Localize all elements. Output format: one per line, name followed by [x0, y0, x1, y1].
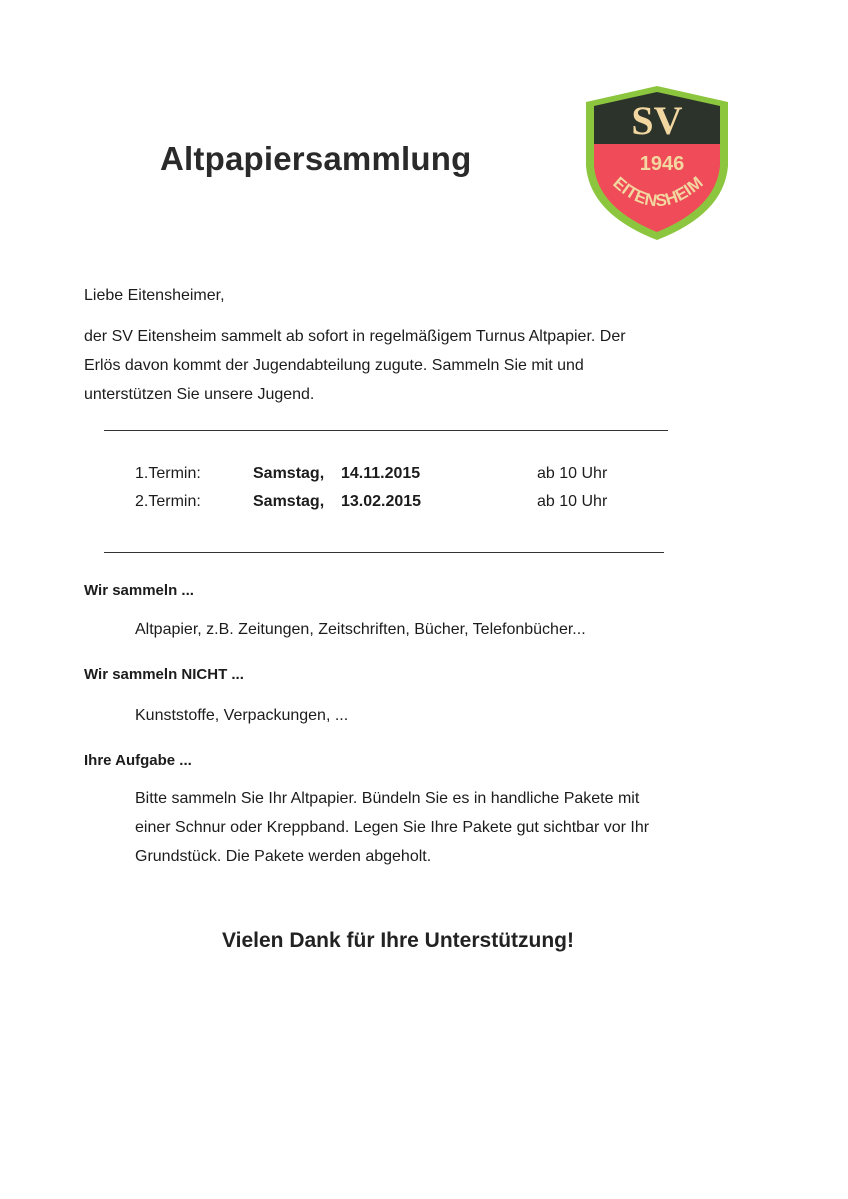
not-collect-text: Kunststoffe, Verpackungen, ... — [135, 707, 349, 724]
termin-label: 2.Termin: — [135, 493, 201, 510]
termin-row — [135, 493, 695, 517]
task-line: Bitte sammeln Sie Ihr Altpapier. Bündeln Sie es in handliche Pakete mit — [135, 790, 640, 807]
task-line: einer Schnur oder Kreppband. Legen Sie Ihre Pakete gut sichtbar vor Ihr — [135, 819, 650, 836]
termin-date: 14.11.2015 — [341, 465, 421, 482]
sv-eitensheim-crest-logo — [582, 84, 732, 242]
termin-row — [135, 465, 695, 489]
crest-year-text: 1946 — [639, 153, 685, 175]
divider-top — [104, 430, 668, 431]
termin-date: 13.02.2015 — [341, 493, 422, 510]
termin-label: 1.Termin: — [135, 465, 201, 482]
intro-line: der SV Eitensheim sammelt ab sofort in regelmäßigem Turnus Altpapier. Der — [84, 328, 626, 345]
termin-day: Samstag, — [253, 465, 325, 482]
termin-time: ab 10 Uhr — [537, 493, 608, 510]
intro-paragraph — [84, 322, 724, 409]
task-paragraph — [135, 784, 735, 871]
greeting: Liebe Eitensheimer, — [84, 287, 225, 304]
divider-bottom — [104, 552, 664, 553]
collect-text: Altpapier, z.B. Zeitungen, Zeitschriften, Bücher, Telefonbücher... — [135, 621, 586, 638]
termin-day: Samstag, — [253, 493, 325, 510]
not-collect-heading: Wir sammeln NICHT ... — [84, 666, 244, 683]
intro-line: Erlös davon kommt der Jugendabteilung zugute. Sammeln Sie mit und — [84, 357, 584, 374]
intro-line: unterstützen Sie unsere Jugend. — [84, 386, 315, 403]
task-heading: Ihre Aufgabe ... — [84, 752, 192, 769]
page-title: Altpapiersammlung — [160, 140, 472, 177]
thank-you-message: Vielen Dank für Ihre Unterstützung! — [222, 929, 574, 952]
crest-town-text: EITENSHEIM — [609, 172, 707, 211]
collect-heading: Wir sammeln ... — [84, 582, 194, 599]
termin-time: ab 10 Uhr — [537, 465, 608, 482]
task-line: Grundstück. Die Pakete werden abgeholt. — [135, 848, 432, 865]
crest-sv-text: SV — [631, 98, 683, 143]
